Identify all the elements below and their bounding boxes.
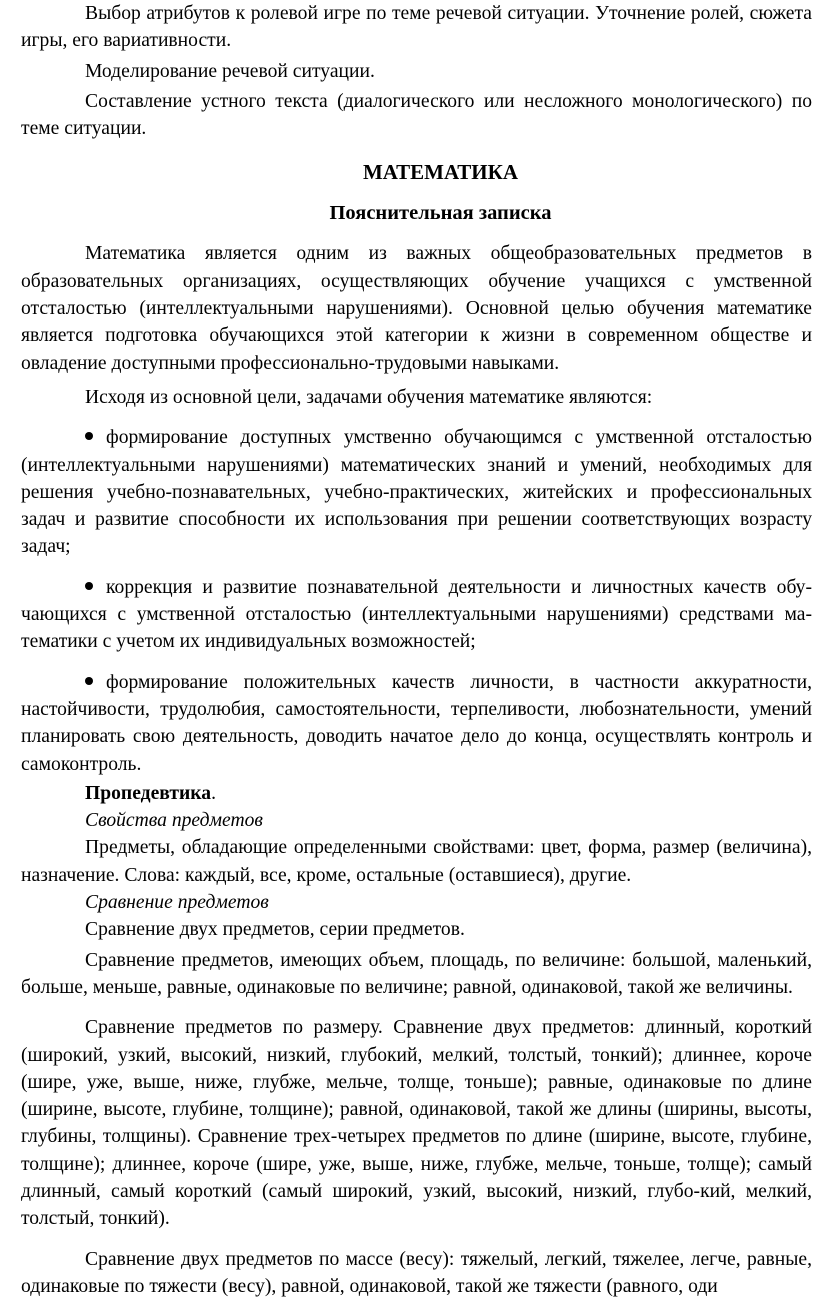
paragraph-mass-comparison: Сравнение двух предметов по массе (весу): тяжелый, легкий, тяжелее, легче, равные, одинаковые по тяжести (весу), равной, одинаковой, такой же тяжести (равного, оди [21, 1248, 812, 1297]
bullet-icon [85, 582, 93, 590]
propedeutics-label: Пропедевтика [85, 782, 212, 804]
paragraph-math-importance: Математика является одним из важных общеобразовательных предметов в образовательных организациях, осуществляющих обучение учащихся с умственной отсталостью (интеллектуальными нарушениями). Основной целью обучения математике является подготовка обучающихся этой категории к жизни в современном обществе и овладение доступными профессионально-трудовыми навыками. [21, 243, 812, 374]
bullet-text-1: формирование доступных умственно обучающимся с умственной отсталостью (интеллектуальными нарушениями) математических знаний и умений, необходимых для решения учебно-познавательных, учебно-практических, житейских и профессиональных задач и развитие способности их использования при решении соответствующих возрасту задач; [21, 427, 812, 558]
bullet-item-1 [21, 424, 812, 560]
paragraph-object-properties: Предметы, обладающие определенными свойствами: цвет, форма, размер (величина), назначение. Слова: каждый, все, кроме, остальные (оставшиеся), другие. [21, 837, 812, 886]
paragraph-speech-modeling: Моделирование речевой ситуации. [85, 60, 375, 82]
paragraph-volume-comparison: Сравнение предметов, имеющих объем, площадь, по величине: большой, маленький, больше, меньше, равные, одинаковые по величине; равной, одинаковой, такой же величины. [21, 949, 812, 998]
subheading-object-properties: Свойства предметов [85, 810, 263, 832]
section-title: МАТЕМАТИКА [362, 160, 519, 185]
bullet-item-2 [21, 574, 812, 656]
bullet-item-3 [21, 669, 812, 778]
heading-propedeutics [21, 780, 812, 807]
section-subtitle: Пояснительная записка [329, 202, 552, 225]
propedeutics-dot: . [211, 782, 216, 804]
subheading-object-comparison: Сравнение предметов [85, 892, 269, 914]
paragraph-tasks-intro: Исходя из основной цели, задачами обучения математике являются: [85, 386, 653, 408]
bullet-text-2: коррекция и развитие познавательной деятельности и личностных качеств обучающихся с умственной отсталостью (интеллектуальными нарушениями) средствами математики с учетом их индивидуальных возможностей; [21, 576, 812, 653]
paragraph-oral-text: Составление устного текста (диалогического или несложного монологического) по теме ситуации. [21, 90, 812, 140]
paragraph-two-objects: Сравнение двух предметов, серии предметов. [85, 919, 465, 941]
bullet-icon [85, 432, 93, 440]
bullet-text-3: формирование положительных качеств личности, в частности аккуратности, настойчивости, трудолюбия, самостоятельности, терпеливости, любознательности, умений планировать свою деятельность, доводить начатое дело до конца, осуществлять контроль и самоконтроль. [21, 671, 812, 775]
paragraph-size-comparison: Сравнение предметов по размеру. Сравнение двух предметов: длинный, короткий (широкий, узкий, высокий, низкий, глубокий, мелкий, толстый, тонкий); длиннее, короче (шире, уже, выше, ниже, глубже, мельче, толще, тоньше); равные, одинаковые по длине (ширине, высоте, глубине, толщине); равной, одинаковой, такой же длины (ширины, высоты, глубины, толщины). Сравнение трех-четырех предметов по длине (ширине, высоте, глубине, толщине); длиннее, короче (шире, уже, выше, ниже, глубже, мельче, тоньше, толще); самый длинный, самый короткий (самый широкий, узкий, высокий, низкий, глубо-кий, мелкий, толстый, тонкий). [21, 1017, 812, 1230]
paragraph-role-play-attributes: Выбор атрибутов к ролевой игре по теме речевой ситуации. Уточнение ролей, сюжета игры, его вариативности. [21, 3, 812, 52]
bullet-icon [85, 677, 93, 685]
